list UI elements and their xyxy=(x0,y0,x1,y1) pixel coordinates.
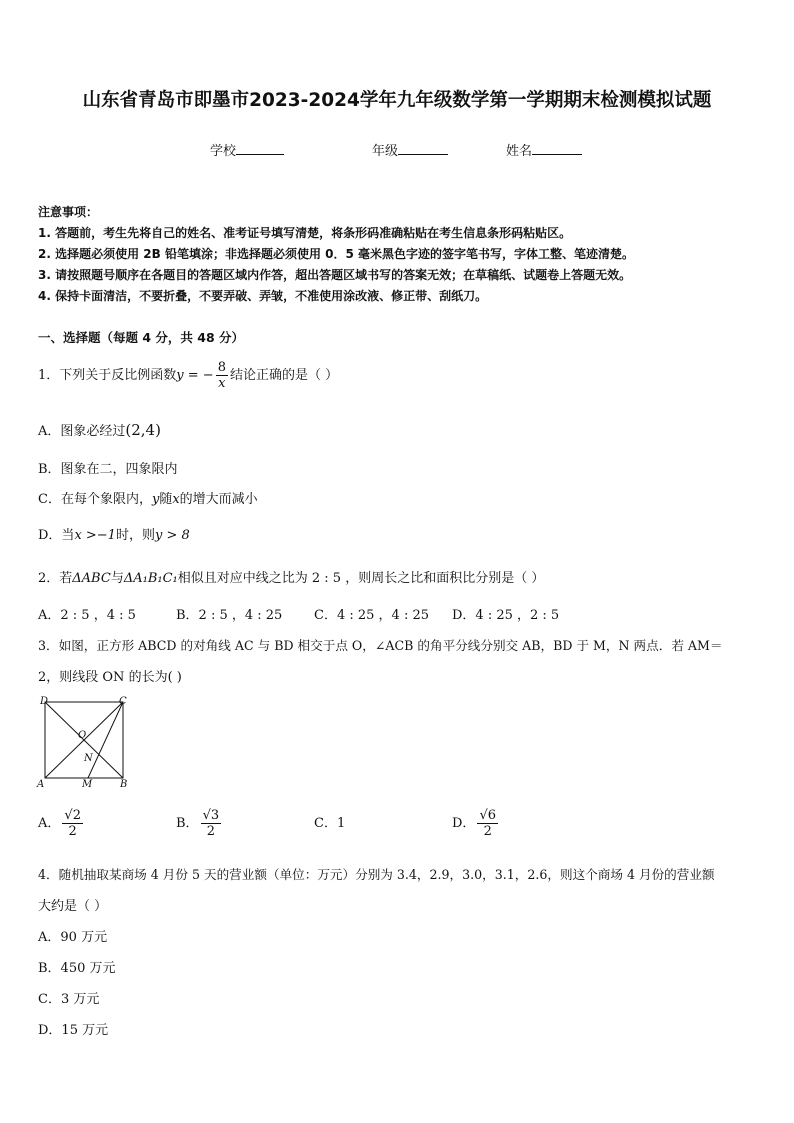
q3-option-d[interactable] xyxy=(452,804,500,844)
name-blank[interactable] xyxy=(532,141,582,155)
q4-option-b[interactable]: B．450 万元 xyxy=(38,961,116,976)
page-title: 山东省青岛市即墨市2023-2024学年九年级数学第一学期期末检测模拟试题 xyxy=(82,90,712,111)
q2-triangle-2: ΔA₁B₁C₁ xyxy=(123,571,178,586)
question-1 xyxy=(38,358,338,394)
q2-mid: 与 xyxy=(110,571,124,586)
school-blank[interactable] xyxy=(236,141,284,155)
q2-option-c[interactable]: C．4 : 25 ，4 : 25 xyxy=(314,608,429,623)
notice-heading: 注意事项： xyxy=(38,205,99,219)
q1-option-c-x: x xyxy=(172,492,180,507)
q1-option-c-y: y xyxy=(151,492,160,507)
label-c: C xyxy=(119,696,127,707)
q3-option-b-radicand: 3 xyxy=(210,808,220,823)
q3-option-a-denominator: 2 xyxy=(68,824,77,839)
q1-option-c-mid: 随 xyxy=(159,492,173,507)
q1-option-d-pre: D．当 xyxy=(38,528,75,543)
q1-option-c-pre: C．在每个象限内， xyxy=(38,492,152,507)
q1-option-a-point: (2,4) xyxy=(125,421,161,439)
q4-option-c[interactable]: C．3 万元 xyxy=(38,992,100,1007)
q1-var-y: y xyxy=(176,368,184,383)
q1-option-c[interactable] xyxy=(38,488,258,507)
school-label: 学校 xyxy=(210,144,237,159)
name-label: 姓名 xyxy=(506,144,533,159)
q1-text-pre: 1．下列关于反比例函数 xyxy=(38,368,177,383)
q1-denominator: x xyxy=(218,376,226,391)
q3-option-a-label: A． xyxy=(38,816,61,831)
q3-option-b-fraction: $\frac{√3}{2}$ xyxy=(202,808,220,839)
q1-option-c-post: 的增大而减小 xyxy=(179,492,258,507)
question-4-line-1: 4．随机抽取某商场 4 月份 5 天的营业额（单位：万元）分别为 3.4，2.9，3.0，3.1，2.6，则这个商场 4 月份的营业额 xyxy=(38,867,715,882)
q4-option-a[interactable]: A．90 万元 xyxy=(38,930,108,945)
q1-eq: = − xyxy=(183,368,214,383)
q3-option-a[interactable] xyxy=(38,804,85,844)
q4-option-d[interactable]: D．15 万元 xyxy=(38,1023,109,1038)
q2-text-pre: 2．若 xyxy=(38,571,73,586)
q2-option-a[interactable]: A．2 : 5 ，4 : 5 xyxy=(38,608,136,623)
label-b: B xyxy=(120,779,128,790)
label-n: N xyxy=(84,753,93,764)
q2-triangle-1: ΔABC xyxy=(72,571,111,586)
q3-option-a-fraction: $\frac{√2}{2}$ xyxy=(64,808,81,839)
square-figure xyxy=(34,694,134,790)
q3-option-d-fraction: $\frac{√6}{2}$ xyxy=(479,808,497,839)
q3-option-d-label: D． xyxy=(452,816,476,831)
q3-option-a-radicand: 2 xyxy=(72,808,81,823)
grade-field xyxy=(372,140,448,159)
notice-item: 4. 保持卡面清洁，不要折叠，不要弄破、弄皱，不准使用涂改液、修正带、刮纸刀。 xyxy=(38,289,488,303)
q1-fraction xyxy=(216,360,228,391)
q1-option-b[interactable]: B．图象在二，四象限内 xyxy=(38,462,178,477)
q1-numerator: 8 xyxy=(217,360,226,375)
question-2 xyxy=(38,567,544,586)
school-field xyxy=(210,140,284,159)
notice-item: 3. 请按照题号顺序在各题目的答题区域内作答，超出答题区域书写的答案无效；在草稿纸、试题卷上答题无效。 xyxy=(38,268,632,282)
label-o: O xyxy=(78,730,87,741)
q1-option-a-label: A．图象必经过 xyxy=(38,424,126,439)
q2-option-d[interactable]: D．4 : 25 ，2 : 5 xyxy=(452,608,560,623)
q1-option-d[interactable] xyxy=(38,524,190,543)
grade-label: 年级 xyxy=(372,144,399,159)
grade-blank[interactable] xyxy=(398,141,448,155)
q2-option-b[interactable]: B．2 : 5 ，4 : 25 xyxy=(176,608,283,623)
q3-option-b-label: B． xyxy=(176,816,199,831)
q1-option-d-mid: 时，则 xyxy=(115,528,155,543)
question-4-line-2: 大约是（ ） xyxy=(38,899,108,914)
q1-option-d-cond: x >−1 xyxy=(74,528,116,543)
q3-option-d-denominator: 2 xyxy=(483,824,492,839)
name-field xyxy=(506,140,582,159)
q1-option-d-res: y > 8 xyxy=(154,528,190,543)
label-m: M xyxy=(82,779,93,790)
q1-option-a[interactable] xyxy=(38,420,161,439)
q2-text-post: 相似且对应中线之比为 2 : 5 ，则周长之比和面积比分别是（ ） xyxy=(177,571,545,586)
section-heading: 一、选择题（每题 4 分，共 48 分） xyxy=(38,330,245,345)
question-3-line-2: 2，则线段 ON 的长为( ) xyxy=(38,670,182,685)
notice-item: 2. 选择题必须使用 2B 铅笔填涂；非选择题必须使用 0．5 毫米黑色字迹的签字笔书写，字体工整、笔迹清楚。 xyxy=(38,247,634,261)
q3-option-b[interactable] xyxy=(176,804,223,844)
q3-option-b-denominator: 2 xyxy=(206,824,215,839)
q3-option-d-radicand: 6 xyxy=(487,808,497,823)
notice-item: 1. 答题前，考生先将自己的姓名、准考证号填写清楚，将条形码准确粘贴在考生信息条形码粘贴区。 xyxy=(38,226,572,240)
label-a: A xyxy=(37,779,45,790)
q1-text-post: 结论正确的是（ ） xyxy=(229,368,339,383)
question-3-line-1: 3．如图，正方形 ABCD 的对角线 AC 与 BD 相交于点 O，∠ACB 的角平分线分别交 AB，BD 于 M，N 两点．若 AM＝ xyxy=(38,638,723,653)
q3-option-c[interactable]: C．1 xyxy=(314,816,346,831)
label-d: D xyxy=(40,696,49,707)
